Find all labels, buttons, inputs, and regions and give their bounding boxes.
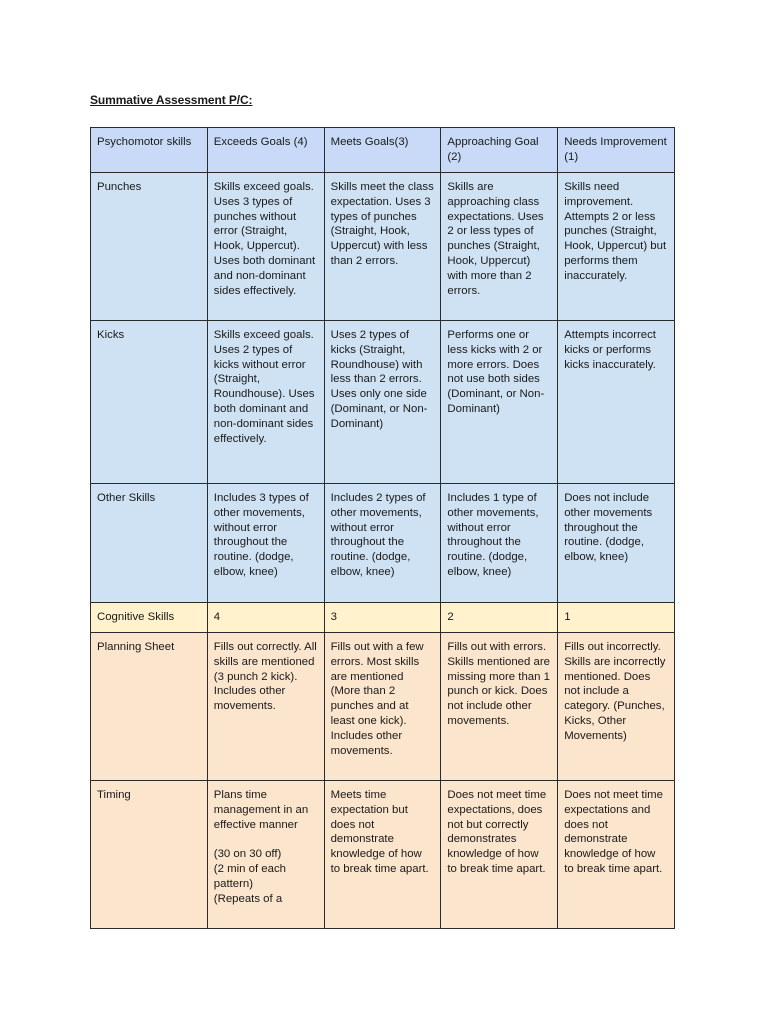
rubric-cell: Meets time expectation but does not demonstrate knowledge of how to break time apart. [324,781,441,929]
rubric-row-planning-sheet [91,633,675,781]
rubric-cognitive-header-row [91,603,675,633]
header-needs-improvement: Needs Improvement (1) [558,128,675,173]
criterion-cell: Timing [91,781,208,929]
rubric-cell: Fills out with errors. Skills mentioned are missing more than 1 punch or kick. Does not include other movements. [441,633,558,781]
rubric-cell: Attempts incorrect kicks or performs kicks inaccurately. [558,321,675,484]
rubric-cell: Does not include other movements throughout the routine. (dodge, elbow, knee) [558,484,675,603]
cognitive-score-3: 3 [324,603,441,633]
header-exceeds-goals: Exceeds Goals (4) [207,128,324,173]
rubric-cell: Skills are approaching class expectations. Uses 2 or less types of punches (Straight, Hook, Uppercut) with more than 2 errors. [441,173,558,321]
rubric-cell: Performs one or less kicks with 2 or more errors. Does not use both sides (Dominant, or Non-Dominant) [441,321,558,484]
rubric-cell: Skills meet the class expectation. Uses 3 types of punches (Straight, Hook, Uppercut) with less than 2 errors. [324,173,441,321]
rubric-row-kicks [91,321,675,484]
rubric-cell: Does not meet time expectations and does not demonstrate knowledge of how to break time apart. [558,781,675,929]
rubric-header-row [91,128,675,173]
rubric-cell: Does not meet time expectations, does not but correctly demonstrates knowledge of how to break time apart. [441,781,558,929]
rubric-cell: Skills exceed goals. Uses 3 types of punches without error (Straight, Hook, Uppercut). Uses both dominant and non-dominant sides effectively. [207,173,324,321]
cognitive-score-1: 1 [558,603,675,633]
rubric-cell: Skills exceed goals. Uses 2 types of kicks without error (Straight, Roundhouse). Uses both dominant and non-dominant sides effectively. [207,321,324,484]
rubric-cell: Fills out incorrectly. Skills are incorrectly mentioned. Does not include a category. (Punches, Kicks, Other Movements) [558,633,675,781]
rubric-cell: Fills out correctly. All skills are mentioned (3 punch 2 kick). Includes other movements. [207,633,324,781]
rubric-cell: Includes 3 types of other movements, without error throughout the routine. (dodge, elbow, knee) [207,484,324,603]
rubric-table [90,127,675,929]
rubric-row-timing [91,781,675,929]
rubric-cell: Plans time management in an effective manner (30 on 30 off) (2 min of each pattern) (Repeats of a [207,781,324,929]
header-cognitive-skills: Cognitive Skills [91,603,208,633]
rubric-cell: Fills out with a few errors. Most skills are mentioned (More than 2 punches and at least one kick). Includes other movements. [324,633,441,781]
criterion-cell: Other Skills [91,484,208,603]
rubric-row-other-skills [91,484,675,603]
rubric-cell: Includes 2 types of other movements, without error throughout the routine. (dodge, elbow, knee) [324,484,441,603]
cognitive-score-2: 2 [441,603,558,633]
header-meets-goals: Meets Goals(3) [324,128,441,173]
criterion-cell: Punches [91,173,208,321]
document-title: Summative Assessment P/C: [90,93,253,107]
header-approaching-goal: Approaching Goal (2) [441,128,558,173]
criterion-cell: Planning Sheet [91,633,208,781]
rubric-cell: Skills need improvement. Attempts 2 or less punches (Straight, Hook, Uppercut) but performs them inaccurately. [558,173,675,321]
criterion-cell: Kicks [91,321,208,484]
rubric-row-punches [91,173,675,321]
header-psychomotor-skills: Psychomotor skills [91,128,208,173]
cognitive-score-4: 4 [207,603,324,633]
rubric-cell: Includes 1 type of other movements, without error throughout the routine. (dodge, elbow, knee) [441,484,558,603]
rubric-cell: Uses 2 types of kicks (Straight, Roundhouse) with less than 2 errors. Uses only one side (Dominant, or Non-Dominant) [324,321,441,484]
